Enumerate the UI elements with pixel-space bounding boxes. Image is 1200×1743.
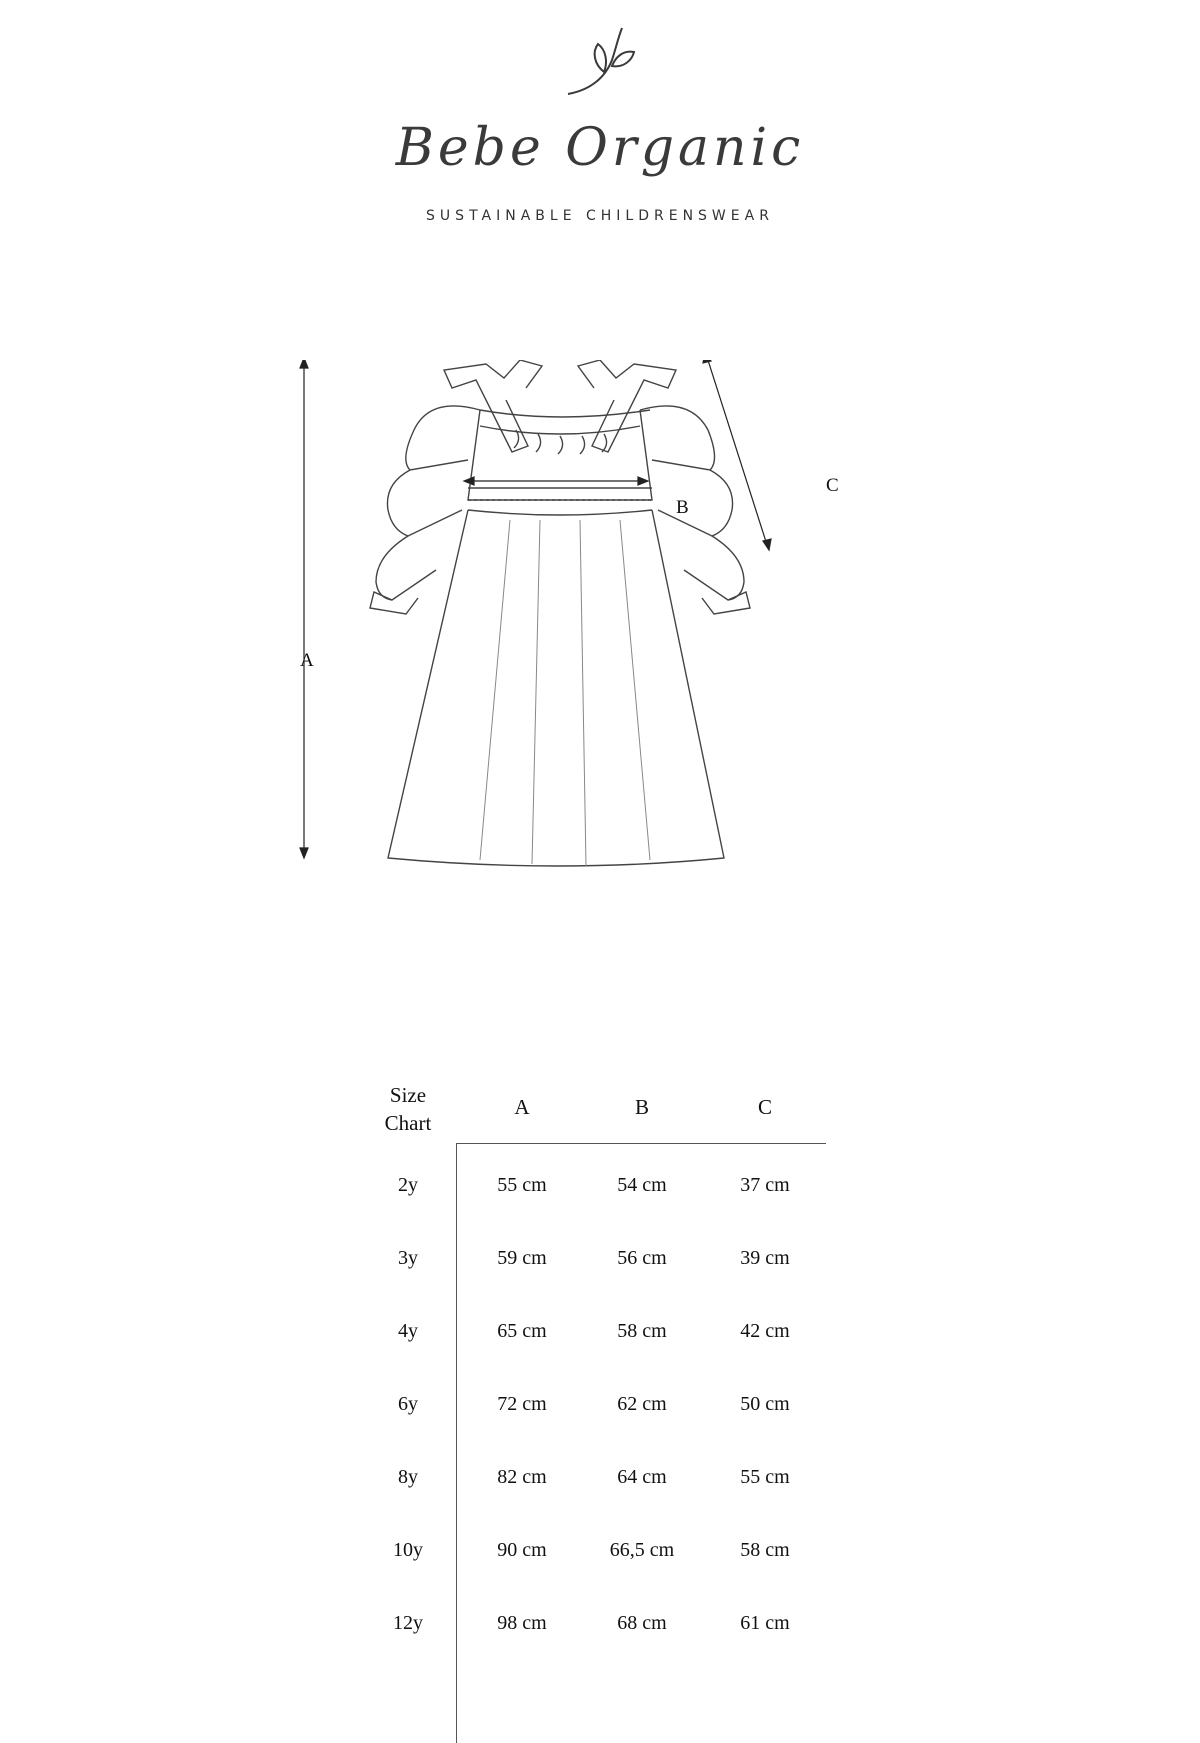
table-row xyxy=(360,1238,840,1278)
size-cell: 12y xyxy=(393,1612,423,1634)
neckline xyxy=(480,410,650,417)
column-header-a: A xyxy=(514,1095,530,1119)
leaf-sprig-icon xyxy=(560,20,650,100)
dimension-a-label: A xyxy=(300,650,314,671)
size-cell: 8y xyxy=(398,1466,418,1488)
table-row xyxy=(360,1457,840,1497)
c-cell: 42 cm xyxy=(740,1320,790,1342)
a-cell: 72 cm xyxy=(497,1393,547,1415)
table-header xyxy=(360,1075,840,1143)
c-cell: 55 cm xyxy=(740,1466,790,1488)
a-cell: 55 cm xyxy=(497,1174,547,1196)
table-row xyxy=(360,1384,840,1424)
a-cell: 90 cm xyxy=(497,1539,547,1561)
size-cell: 10y xyxy=(393,1539,423,1561)
table-row xyxy=(360,1530,840,1570)
brand-name: Bebe Organic xyxy=(395,118,805,178)
size-cell: 6y xyxy=(398,1393,418,1415)
column-header-b: B xyxy=(634,1095,649,1119)
c-cell: 39 cm xyxy=(740,1247,790,1269)
c-cell: 37 cm xyxy=(740,1174,790,1196)
b-cell: 64 cm xyxy=(617,1466,667,1488)
b-cell: 68 cm xyxy=(617,1612,667,1634)
b-cell: 54 cm xyxy=(617,1174,667,1196)
header-divider xyxy=(456,1143,826,1144)
skirt-outline xyxy=(388,510,724,866)
b-cell: 58 cm xyxy=(617,1320,667,1342)
a-cell: 98 cm xyxy=(497,1612,547,1634)
size-cell: 3y xyxy=(398,1247,418,1269)
b-cell: 66,5 cm xyxy=(609,1539,675,1561)
size-cell: 2y xyxy=(398,1174,418,1196)
size-heading-line2: Chart xyxy=(384,1111,432,1135)
c-cell: 50 cm xyxy=(740,1393,790,1415)
a-cell: 65 cm xyxy=(497,1320,547,1342)
dimension-b-label: B xyxy=(676,497,689,518)
c-cell: 61 cm xyxy=(740,1612,790,1634)
b-cell: 56 cm xyxy=(617,1247,667,1269)
size-cell: 4y xyxy=(398,1320,418,1342)
dress-diagram xyxy=(280,360,900,980)
size-heading-line1: Size xyxy=(389,1083,427,1107)
table-row xyxy=(360,1165,840,1205)
c-cell: 58 cm xyxy=(740,1539,790,1561)
brand-tagline: SUSTAINABLE CHILDRENSWEAR xyxy=(426,208,774,224)
column-divider xyxy=(456,1143,457,1743)
a-cell: 82 cm xyxy=(497,1466,547,1488)
table-row xyxy=(360,1311,840,1351)
dimension-c-line xyxy=(706,360,768,548)
table-row xyxy=(360,1603,840,1643)
b-cell: 62 cm xyxy=(617,1393,667,1415)
dimension-c-label: C xyxy=(826,475,839,496)
a-cell: 59 cm xyxy=(497,1247,547,1269)
size-chart-heading xyxy=(360,1081,456,1137)
column-header-c: C xyxy=(757,1095,772,1119)
